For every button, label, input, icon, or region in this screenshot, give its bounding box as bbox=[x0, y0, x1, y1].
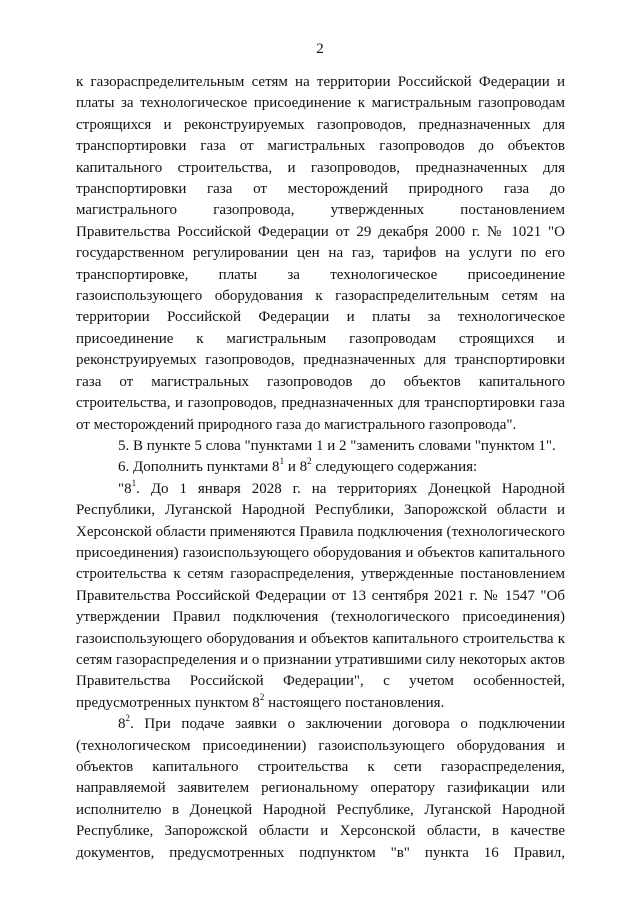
paragraph-continuation: к газораспределительным сетям на территории Российской Федерации и платы за технологическое присоединение к магистральным газопроводам строящихся и реконструируемых газопроводов, предназначенных для транспортировки газа от магистральных газопроводов до объектов капитального строительства, и газопроводов, предназначенных для транспортировки газа от месторождений природного газа до магистрального газопровода, утвержденных постановлением Правительства Российской Федерации от 29 декабря 2000 г. № 1021 "О государственном регулировании цен на газ, тарифов на услуги по его транспортировке, платы за технологическое присоединение газоиспользующего оборудования к газораспределительным сетям на территории Российской Федерации и платы за технологическое присоединение к магистральным газопроводам строящихся и реконструируемых газопроводов, предназначенных для транспортировки газа от магистральных газопроводов до объектов капитального строительства, и газопроводов, предназначенных для транспортировки газа от месторождений природного газа до магистрального газопровода". bbox=[76, 74, 565, 433]
item-6-text-start: 6. Дополнить пунктами 8 bbox=[118, 459, 280, 476]
superscript-2: 2 bbox=[307, 456, 312, 467]
item-8-2-text: . При подаче заявки о заключении договора о подключении (технологическом присоединении) газоиспользующего оборудования и объектов капитального строительства к сети газораспределения, направляемой заявителем региональному оператору газификации или исполнителю в Донецкой Народной Республике, Луганской Народной Республике, Запорожской области и Херсонской области, в качестве документов, предусмотренных подпунктом "в" пункта 16 Правил, bbox=[76, 716, 565, 861]
paragraph-8-2 bbox=[76, 714, 565, 864]
superscript-8-2: 2 bbox=[125, 713, 130, 724]
paragraph-8-1 bbox=[76, 479, 565, 714]
item-8-1-number: "8 bbox=[118, 480, 132, 497]
document-body bbox=[76, 72, 565, 864]
superscript-8-2-ref: 2 bbox=[259, 691, 265, 702]
item-8-1-text: . До 1 января 2028 г. на территориях Донецкой Народной Республики, Луганской Народной Республики, Запорожской области и Херсонской области применяются Правила подключения (технологического присоединения) газоиспользующего оборудования и объектов капитального строительства к сетям газораспределения, утвержденные постановлением Правительства Российской Федерации от 13 сентября 2021 г. № 1547 "Об утверждении Правил подключения (технологического присоединения) газоиспользующего оборудования и объектов капитального строительства к сетям газораспределения и о признании утратившими силу некоторых актов Правительства Российской Федерации", с учетом особенностей, предусмотренных пунктом 8 bbox=[76, 480, 565, 711]
paragraph-item-5: 5. В пункте 5 слова "пунктами 1 и 2 "заменить словами "пунктом 1". bbox=[118, 437, 556, 454]
page-number: 2 bbox=[316, 41, 324, 57]
item-6-text-end: следующего содержания: bbox=[311, 459, 478, 476]
superscript-1: 1 bbox=[279, 456, 285, 467]
paragraph-item-6 bbox=[76, 457, 565, 478]
item-8-2-number: 8 bbox=[118, 716, 126, 733]
item-8-1-text-end: настоящего постановления. bbox=[264, 694, 445, 711]
superscript-8-1: 1 bbox=[131, 477, 137, 488]
item-6-text-middle: и 8 bbox=[284, 459, 308, 476]
